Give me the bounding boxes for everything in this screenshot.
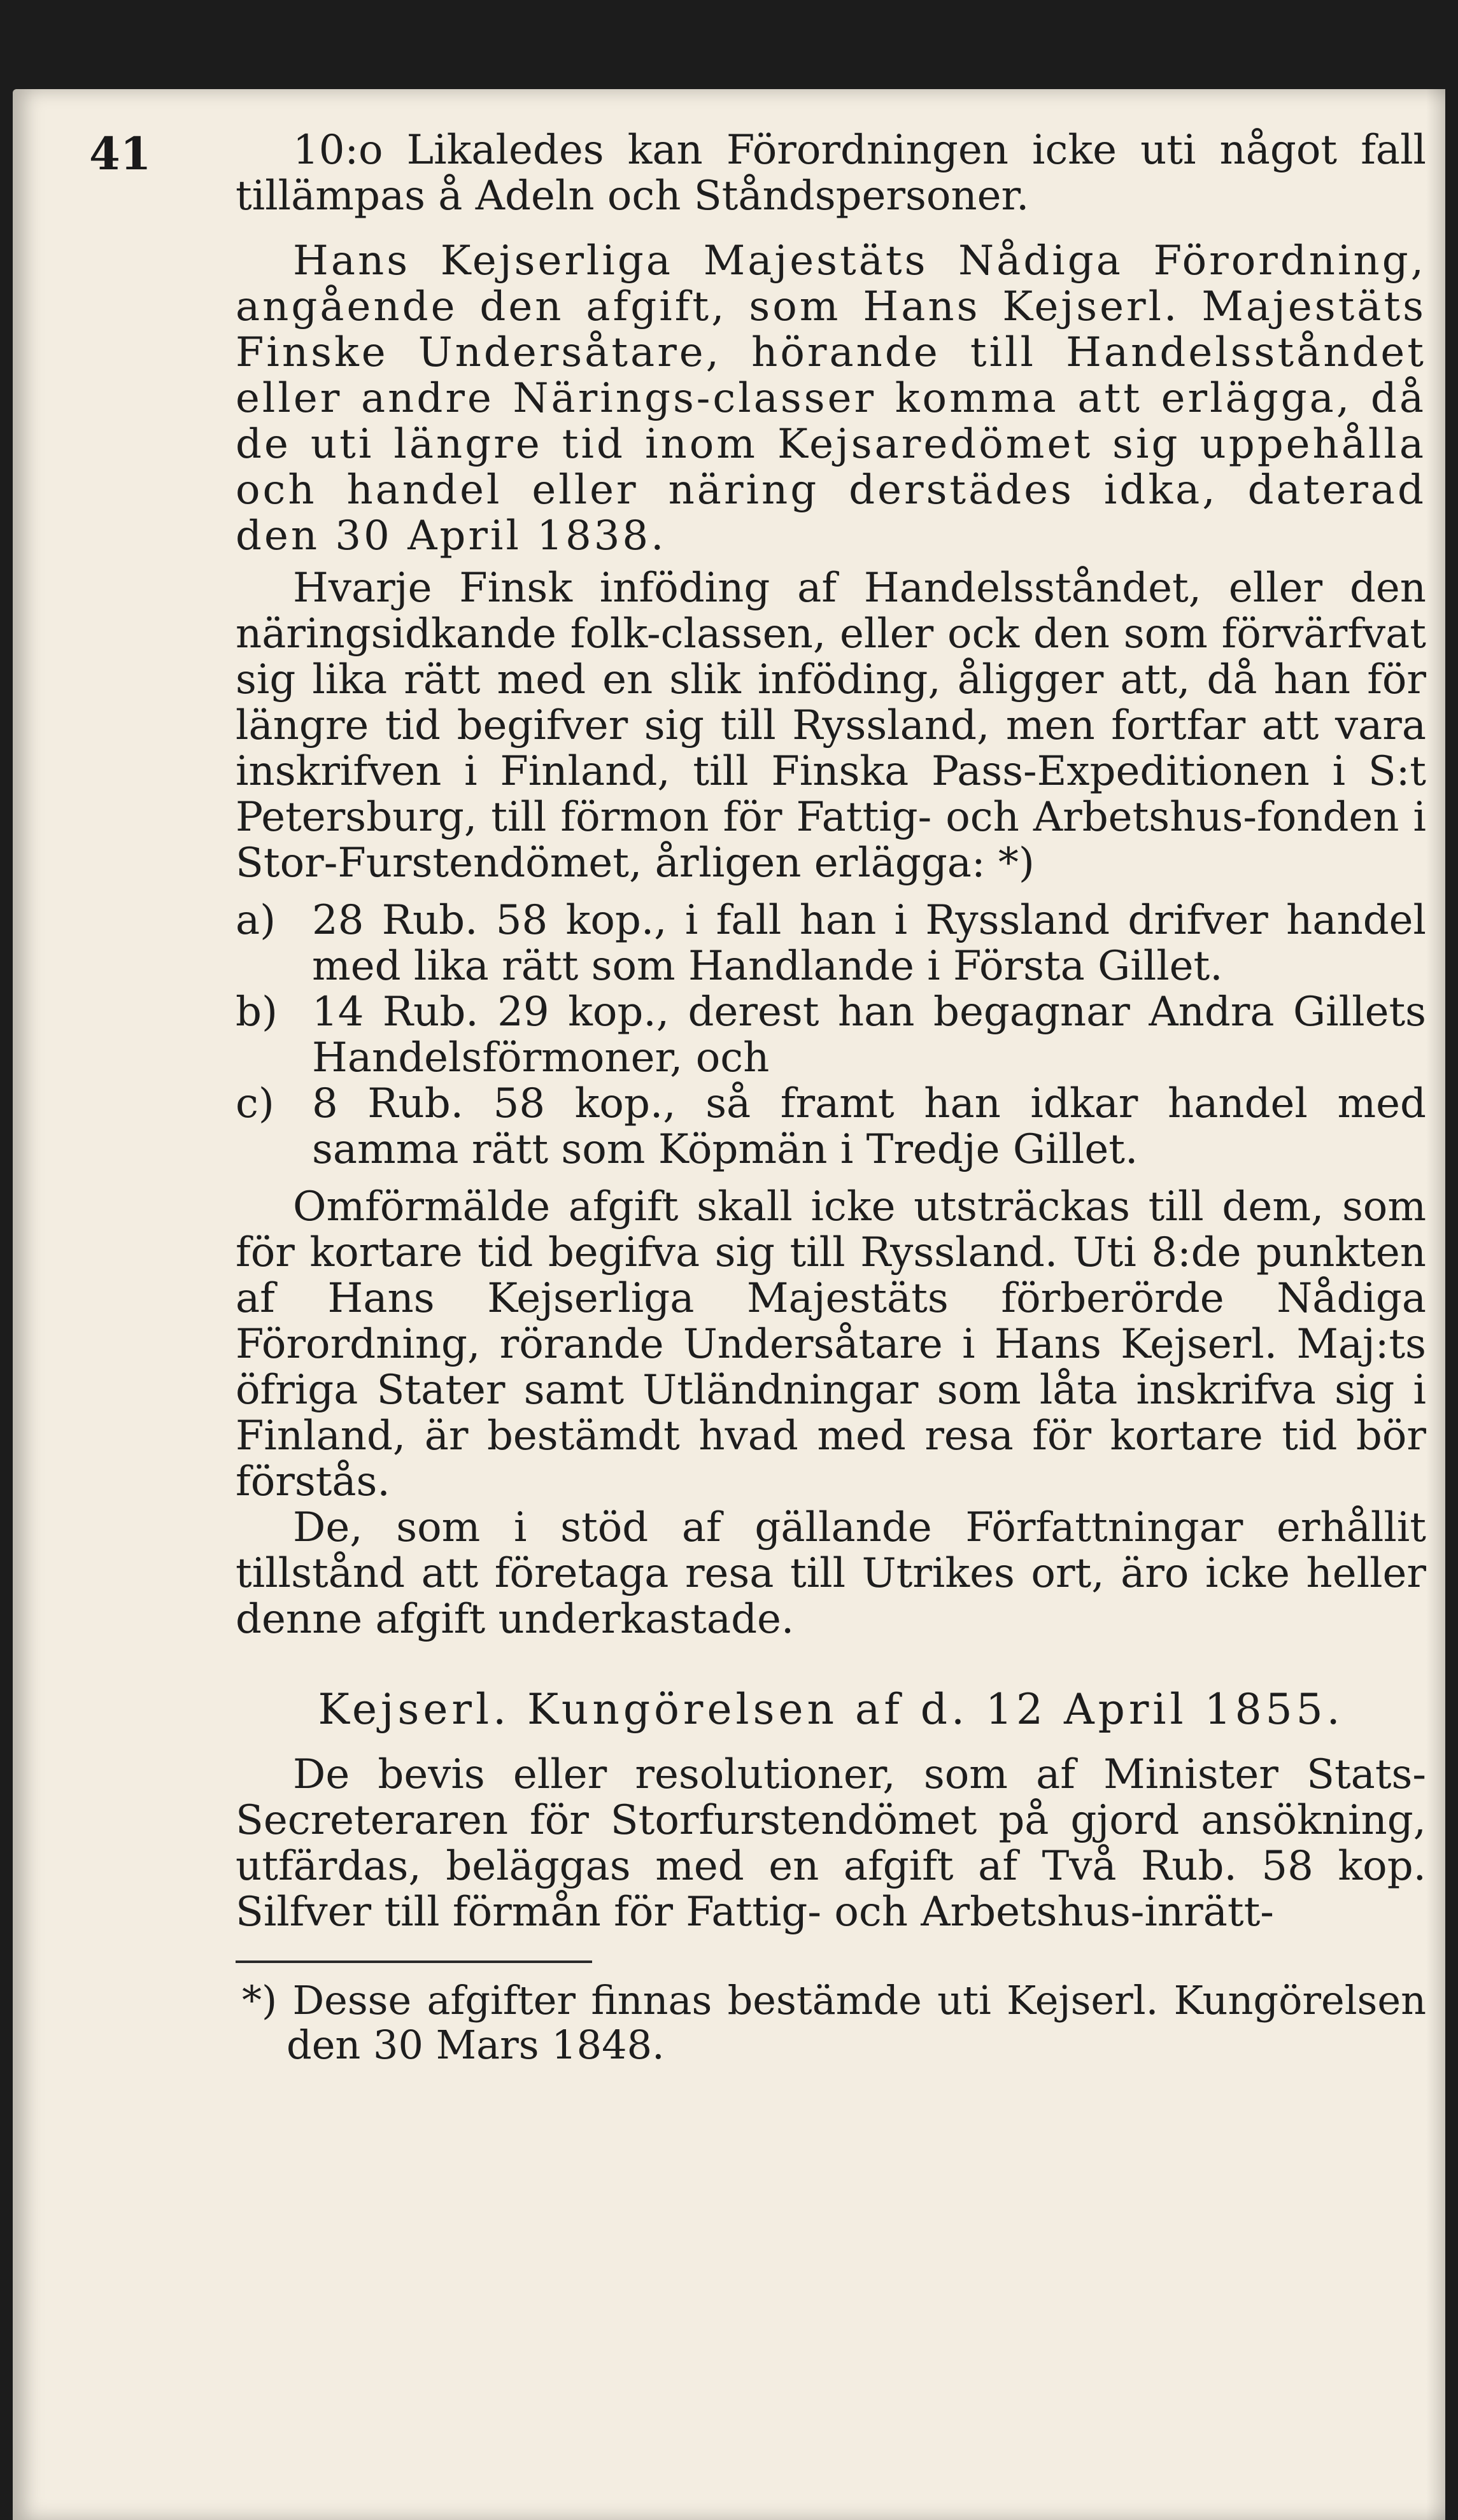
list-item-text: 8 Rub. 58 kop., så framt han idkar handel med samma rätt som Köpmän i Tredje Gillet. — [312, 1080, 1426, 1173]
list-item-text: 14 Rub. 29 kop., derest han begagnar Andra Gillets Handelsförmoner, och — [312, 989, 1426, 1081]
paragraph-2: Hans Kejserliga Majestäts Nådiga Förordning, angående den afgift, som Hans Kejserl. Majestäts Finske Undersåtare, hörande till Handelsståndet eller andre Närings-classer komma att erlägga, då de uti längre tid inom Kejsaredömet sig uppehålla och handel eller näring derstädes idka, daterad den 30 April 1838. — [236, 237, 1426, 560]
paragraph-4: Omförmälde afgift skall icke utsträckas till dem, som för kortare tid begifva sig till Ryssland. Uti 8:de punkten af Hans Kejserliga Majestäts förberörde Nådiga Förordning, rörande Undersåtare i Hans Kejserl. Maj:ts öfriga Stater samt Utländningar som låta inskrifva sig i Finland, är bestämdt hvad med resa för kortare tid bör förstås. — [236, 1183, 1426, 1505]
paragraph-5: De, som i stöd af gällande Författningar erhållit tillstånd att företaga resa till Utrikes ort, äro icke heller denne afgift underkastade. — [236, 1504, 1426, 1643]
list-marker: c) — [236, 1080, 274, 1127]
paragraph-6: De bevis eller resolutioner, som af Minister Stats-Secreteraren för Storfurstendömet på gjord ansökning, utfärdas, beläggas med en afgift af Två Rub. 58 kop. Silfver till förmån för Fattig- och Arbetshus-inrätt- — [236, 1751, 1426, 1936]
page-edge-shadow — [1426, 89, 1445, 2520]
list-item — [236, 989, 1426, 1081]
list-marker: b) — [236, 989, 278, 1036]
list-marker: a) — [236, 897, 276, 944]
page-number: 41 — [89, 127, 152, 180]
paragraph-1: 10:o Likaledes kan Förordningen icke uti något fall tillämpas å Adeln och Ståndspersoner. — [236, 127, 1426, 220]
section-heading: Kejserl. Kungörelsen af d. 12 April 1855. — [318, 1685, 1344, 1734]
footnote-rule — [236, 1960, 592, 1963]
paragraph-3: Hvarje Finsk inföding af Handelsståndet, eller den näringsidkande folk-classen, eller ock den som förvärfvat sig lika rätt med en slik inföding, åligger att, då han för längre tid begifver sig till Ryssland, men fortfar att vara inskrifven i Finland, till Finska Pass-Expeditionen i S:t Petersburg, till förmon för Fattig- och Arbetshus-fonden i Stor-Furstendömet, årligen erlägga: *) — [236, 565, 1426, 887]
footnote: *) Desse afgifter finnas bestämde uti Kejserl. Kungörelsen den 30 Mars 1848. — [242, 1977, 1426, 2068]
fee-list — [236, 897, 1426, 1172]
list-item — [236, 897, 1426, 989]
page-text — [236, 127, 1426, 2067]
list-item — [236, 1081, 1426, 1172]
list-item-text: 28 Rub. 58 kop., i fall han i Ryssland drifver handel med lika rätt som Handlande i Första Gillet. — [312, 897, 1426, 990]
